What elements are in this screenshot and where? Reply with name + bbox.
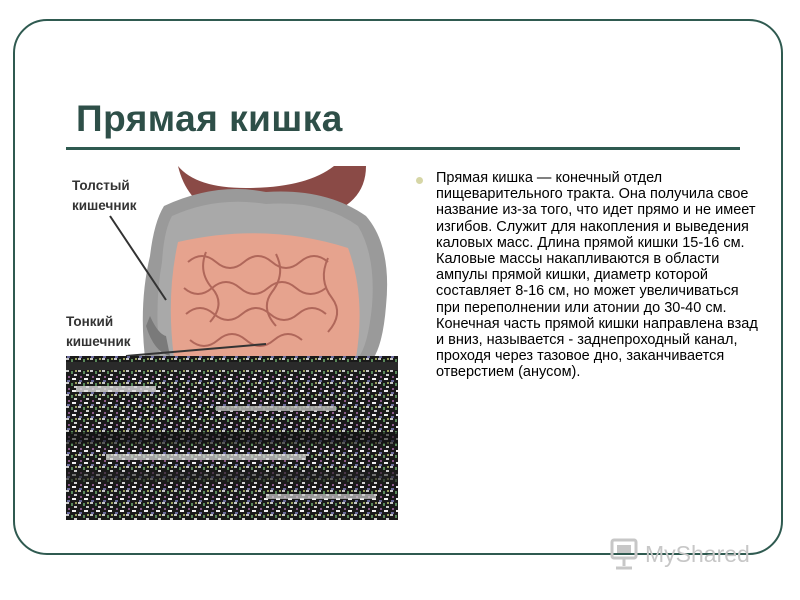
bullet-text: Прямая кишка — конечный отдел пищеварительного тракта. Она получила свое название из-за того, что идет прямо и не имеет изгибов. Служит для накопления и выведения каловых масс. Длина прямой кишки 15-16 см. Каловые массы накапливаются в области ампулы прямой кишки, диаметр которой составляет 8-16 см, но может увеличиваться при переполнении или атонии до 30-40 см. Конечная часть прямой кишки направлена взад и вниз, называется - заднепроходный канал, проходя через тазовое дно, заканчивается отверстием (анусом). <box>436 170 758 381</box>
watermark-text: MyShared <box>645 540 750 567</box>
bullet-marker <box>416 177 423 184</box>
bullet-list <box>412 170 762 381</box>
intestine-illustration <box>66 166 398 520</box>
presentation-board-icon <box>606 536 642 572</box>
watermark <box>606 534 750 574</box>
slide-title: Прямая кишка <box>76 98 343 139</box>
label-small-intestine: Тонкий кишечник <box>66 314 131 349</box>
title-underline <box>66 147 740 150</box>
label-large-intestine: Толстый кишечник <box>72 178 137 213</box>
